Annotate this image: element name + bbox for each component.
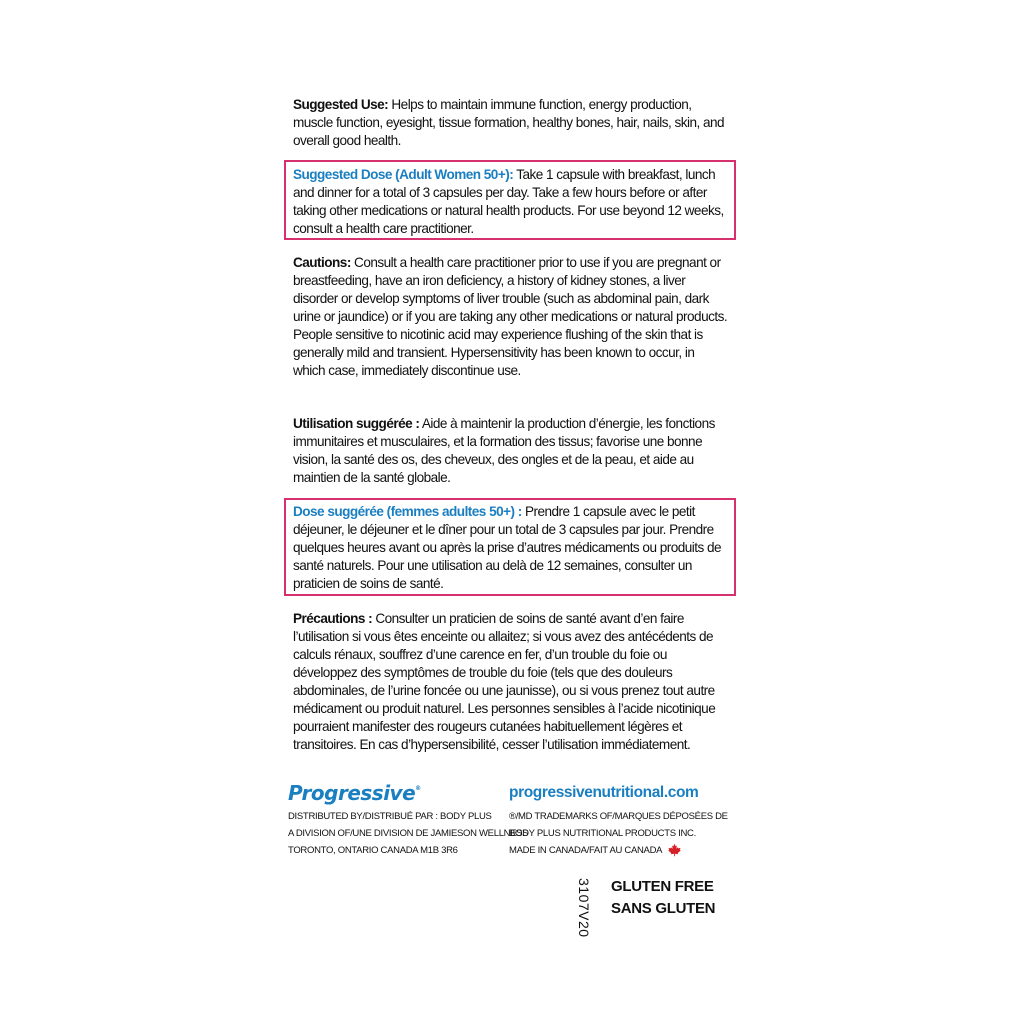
suggested-dose-heading: Suggested Dose (Adult Women 50+): [293,166,514,182]
product-code-text: 3107V20 [576,878,592,938]
suggested-use-body: Helps to maintain immune function, energy production, muscle function, eyesight, tissue formation, healthy bones, hair, nails, skin, and overall good health. [293,96,725,148]
dose-fr-body: Prendre 1 capsule avec le petit déjeuner, le déjeuner et le dîner pour un total de 3 capsules par jour. Prendre quelques heures avant ou après la prise d’autres médicaments ou produits de santé naturels. Pour une utilisation au delà de 12 semaines, consulter un praticien de soins de santé. [293,503,722,591]
distributor-line-2: A DIVISION OF/UNE DIVISION DE JAMIESON WELLNESS [288,828,529,839]
product-code [574,878,594,948]
dose-fr-heading: Dose suggérée (femmes adultes 50+) : [293,503,522,519]
utilisation-heading: Utilisation suggérée : [293,415,420,431]
trademark-line-2: BODY PLUS NUTRITIONAL PRODUCTS INC. [509,828,696,839]
precautions-paragraph [293,609,730,753]
trademark-line-3 [509,842,682,859]
cautions-body: Consult a health care practitioner prior to use if you are pregnant or breastfeeding, have an iron deficiency, a history of kidney stones, a liver disorder or develop symptoms of liver trouble (such as abdominal pain, dark urine or jaundice) or if you are taking any other medications or natural products. People sensitive to nicotinic acid may experience flushing of the skin that is generally mild and transient. Hypersensitivity has been known to occur, in which case, immediately discontinue use. [293,254,728,378]
distributor-line-1: DISTRIBUTED BY/DISTRIBUÉ PAR : BODY PLUS [288,811,492,822]
progressive-logo [288,781,421,805]
dose-fr-paragraph [293,502,730,592]
suggested-dose-paragraph [293,165,730,237]
precautions-heading: Précautions : [293,610,373,626]
trademark-line-1: ®/MD TRADEMARKS OF/MARQUES DÉPOSÉES DE [509,811,728,822]
suggested-dose-body: Take 1 capsule with breakfast, lunch and dinner for a total of 3 capsules per day. Take a few hours before or after taking other medications or natural health products. For use beyond 12 weeks, consult a health care practitioner. [293,166,724,236]
cautions-heading: Cautions: [293,254,351,270]
logo-registered-mark: ® [415,785,421,792]
cautions-paragraph [293,253,730,379]
gluten-free-en: GLUTEN FREE [611,878,714,895]
distributor-line-3: TORONTO, ONTARIO CANADA M1B 3R6 [288,845,458,856]
gluten-free-fr: SANS GLUTEN [611,900,716,917]
made-in-canada-text: MADE IN CANADA/FAIT AU CANADA [509,845,662,856]
utilisation-body: Aide à maintenir la production d’énergie, les fonctions immunitaires et musculaires, et la formation des tissus; favorise une bonne vision, la santé des os, des cheveux, des ongles et de la peau, et aide au maintien de la santé globale. [293,415,715,485]
maple-leaf-icon [667,843,682,857]
website-link[interactable]: progressivenutritional.com [509,784,699,801]
suggested-use-heading: Suggested Use: [293,96,389,112]
utilisation-paragraph [293,414,730,486]
suggested-use-paragraph [293,95,730,149]
precautions-body: Consulter un praticien de soins de santé avant d’en faire l’utilisation si vous êtes enceinte ou allaitez; si vous avez des antécédents de calculs rénaux, souffrez d’une carence en fer, d’un trouble du foie ou développez des symptômes de trouble du foie (tels que des douleurs abdominales, de l’urine foncée ou une jaunisse), ou si vous prenez tout autre médicament ou produit naturel. Les personnes sensibles à l’acide nicotinique pourraient manifester des rougeurs cutanées habituellement légères et transitoires. En cas d’hypersensibilité, cesser l’utilisation immédiatement. [293,610,716,752]
logo-text: Progressive [288,781,416,805]
